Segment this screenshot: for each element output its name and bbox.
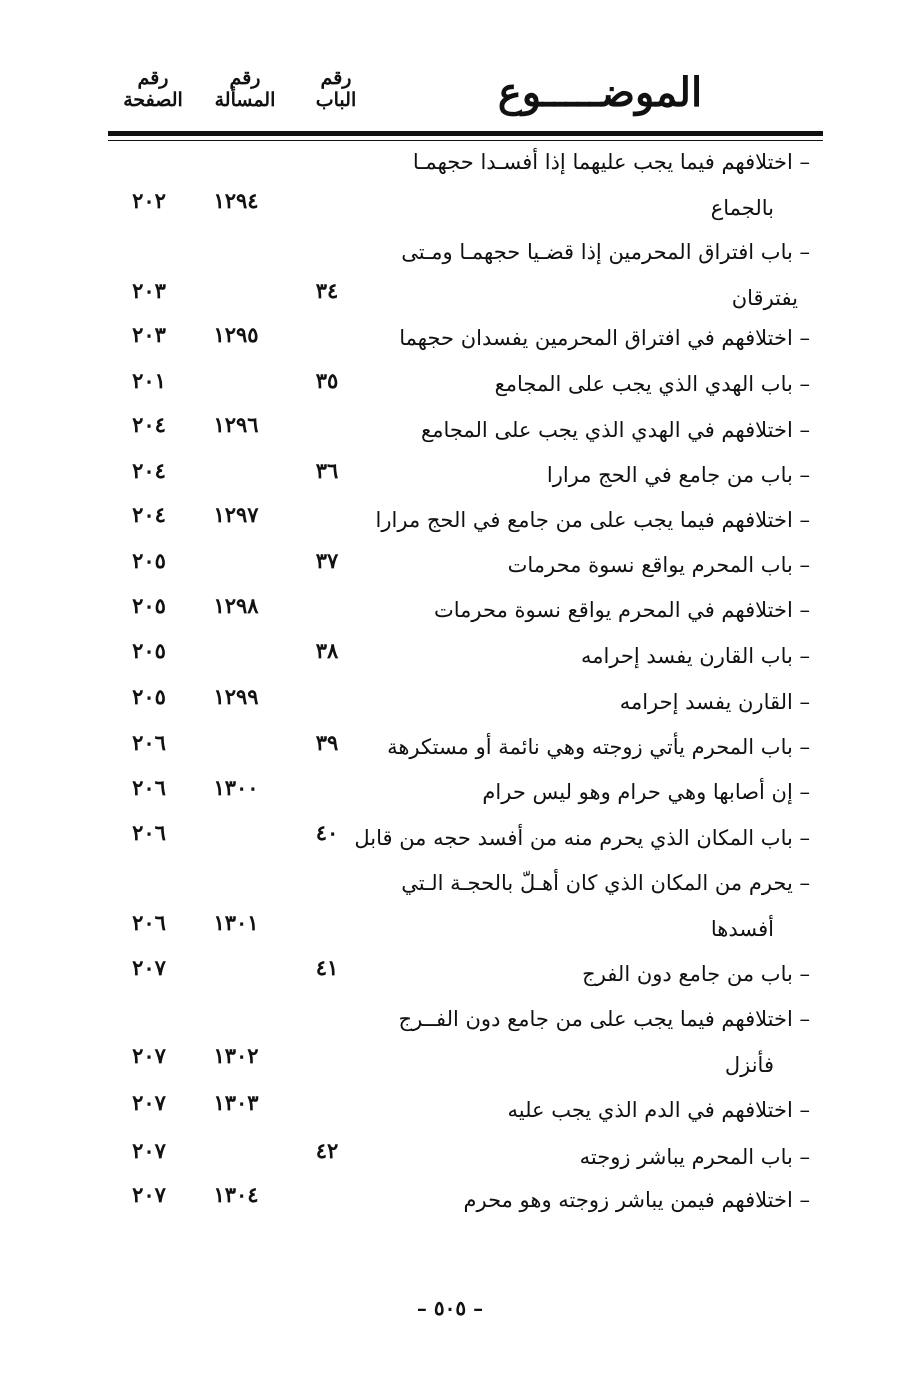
masala-number: ١٣٠٢ (213, 1043, 259, 1068)
entry-title-continuation: أفسدها (710, 917, 774, 941)
masala-number: ١٣٠١ (213, 910, 259, 935)
page-ref-number: ٢٠٦ (132, 730, 166, 755)
entry-title: – باب المحرم يباشر زوجته (579, 1145, 810, 1169)
page-ref-number: ٢٠٢ (132, 188, 166, 213)
entry-title: – القارن يفسد إحرامه (619, 690, 810, 714)
entry-title: – باب من جامع في الحج مرارا (546, 463, 810, 487)
page-ref-number: ٢٠٥ (132, 593, 166, 618)
entry-title: – اختلافهم في الدم الذي يجب عليه (507, 1098, 810, 1122)
entry-title: – اختلافهم في الهدي الذي يجب على المجامع (421, 418, 810, 442)
bab-number: ٣٦ (315, 458, 339, 483)
page-ref-number: ٢٠٥ (132, 548, 166, 573)
bab-number: ٣٤ (315, 278, 339, 303)
entry-title: – اختلافهم في افتراق المحرمين يفسدان حجهما (399, 326, 810, 350)
page-ref-number: ٢٠١ (132, 368, 166, 393)
page-ref-number: ٢٠٤ (132, 412, 166, 437)
safha-column-header (108, 68, 198, 112)
bab-column-header (296, 68, 376, 112)
entry-title: – اختلافهم في المحرم يواقع نسوة محرمات (434, 598, 810, 622)
page-ref-number: ٢٠٤ (132, 502, 166, 527)
entry-title-continuation: فأنزل (724, 1053, 774, 1077)
masala-number: ١٢٩٧ (213, 502, 259, 527)
page-ref-number: ٢٠٦ (132, 910, 166, 935)
bab-header-line-1: رقم (320, 67, 352, 89)
entry-title-continuation: يفترقان (731, 286, 798, 310)
masala-number: ١٢٩٤ (213, 188, 259, 213)
safha-header-line-2: الصفحة (123, 88, 183, 111)
page-ref-number: ٢٠٧ (132, 1043, 166, 1068)
entry-title: – باب من جامع دون الفرج (582, 962, 810, 986)
safha-header-line-1: رقم (137, 67, 169, 89)
header-rule-thick (108, 131, 823, 136)
masala-column-header (200, 68, 290, 112)
page-ref-number: ٢٠٥ (132, 684, 166, 709)
masala-number: ١٢٩٥ (213, 322, 259, 347)
entry-title: – باب المحرم يأتي زوجته وهي نائمة أو مستكرهة (387, 735, 810, 759)
page-ref-number: ٢٠٦ (132, 820, 166, 845)
bab-number: ٣٥ (315, 368, 339, 393)
bab-number: ٣٩ (315, 730, 339, 755)
masala-number: ١٢٩٦ (213, 412, 259, 437)
header-rule-thin (108, 140, 823, 141)
page-ref-number: ٢٠٣ (132, 322, 166, 347)
masala-number: ١٣٠٣ (213, 1090, 259, 1115)
bab-header-line-2: الباب (315, 88, 357, 111)
entry-title: – اختلافهم فيما يجب عليهما إذا أفسـدا حجهمـا (412, 150, 810, 174)
bab-number: ٣٧ (315, 548, 339, 573)
masala-header-line-1: رقم (229, 67, 261, 89)
entry-title: – اختلافهم فيمن يباشر زوجته وهو محرم (463, 1188, 810, 1212)
page-ref-number: ٢٠٦ (132, 775, 166, 800)
entry-title: – اختلافهم فيما يجب على من جامع في الحج مرارا (375, 508, 810, 532)
bab-number: ٤١ (315, 955, 339, 980)
masala-header-line-2: المسألة (214, 88, 276, 111)
bab-number: ٤٢ (315, 1138, 339, 1163)
bab-number: ٣٨ (315, 638, 339, 663)
masala-number: ١٣٠٤ (213, 1182, 259, 1207)
bab-number: ٤٠ (315, 820, 339, 845)
entry-title: – باب المحرم يواقع نسوة محرمات (507, 553, 810, 577)
entry-title: – باب افتراق المحرمين إذا قضـيا حجهمـا ومـتى (401, 240, 810, 264)
entry-title: – إن أصابها وهي حرام وهو ليس حرام (482, 780, 810, 804)
masala-number: ١٣٠٠ (213, 775, 259, 800)
entry-title: – باب القارن يفسد إحرامه (580, 644, 810, 668)
masala-number: ١٢٩٩ (213, 684, 259, 709)
page-number: – ٥٠٥ – (416, 1296, 484, 1320)
entry-title: – باب الهدي الذي يجب على المجامع (494, 372, 810, 396)
page-ref-number: ٢٠٧ (132, 955, 166, 980)
masala-number: ١٢٩٨ (213, 593, 259, 618)
page-ref-number: ٢٠٥ (132, 638, 166, 663)
entry-title-continuation: بالجماع (710, 196, 774, 220)
page-ref-number: ٢٠٧ (132, 1182, 166, 1207)
page-ref-number: ٢٠٧ (132, 1090, 166, 1115)
entry-title: – باب المكان الذي يحرم منه من أفسد حجه من قابل (354, 826, 810, 850)
page-ref-number: ٢٠٣ (132, 278, 166, 303)
topic-header: الموضـــــوع (497, 69, 703, 116)
entry-title: – اختلافهم فيما يجب على من جامع دون الفــرج (398, 1007, 810, 1031)
page-ref-number: ٢٠٧ (132, 1138, 166, 1163)
page-ref-number: ٢٠٤ (132, 458, 166, 483)
entry-title: – يحرم من المكان الذي كان أهـلّ بالحجـة الـتي (401, 871, 810, 895)
